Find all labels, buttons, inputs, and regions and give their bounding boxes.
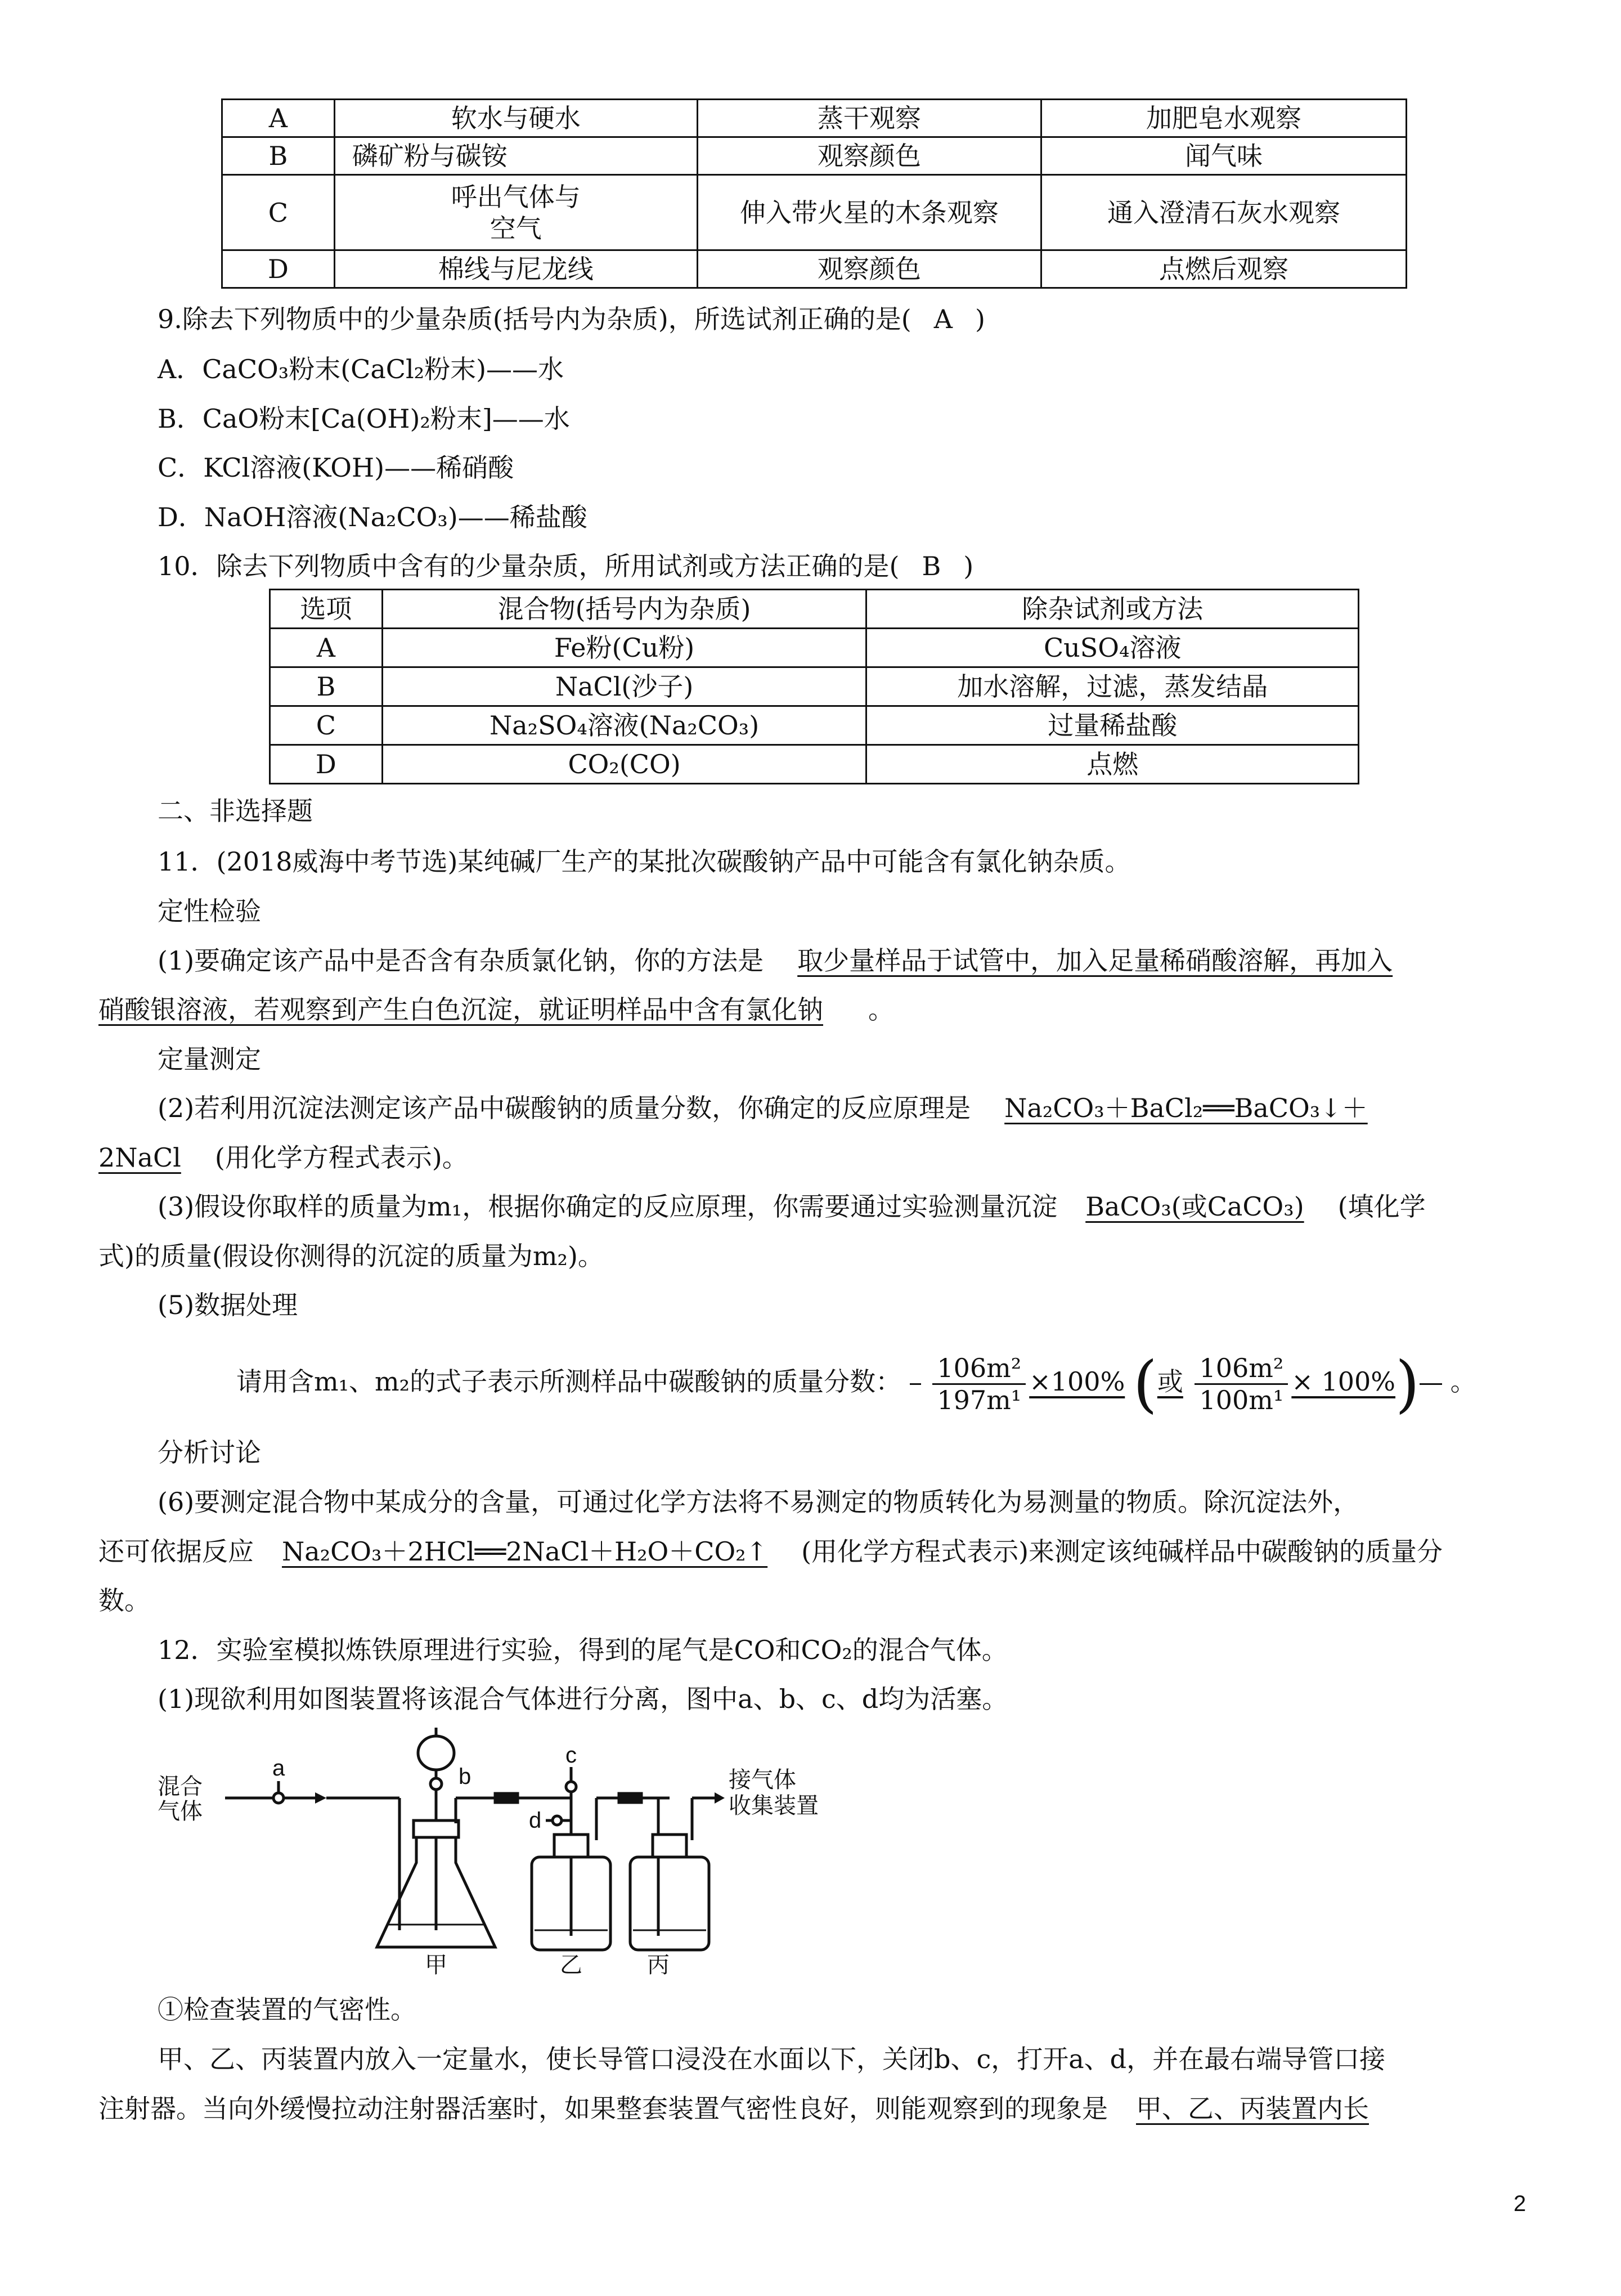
table-cell: B: [222, 137, 335, 175]
q12-stem: 12．实验室模拟炼铁原理进行实验，得到的尾气是CO和CO₂的混合气体。: [158, 1635, 1008, 1665]
table-cell: CO₂(CO): [382, 745, 866, 784]
table-cell: 加肥皂水观察: [1041, 100, 1406, 137]
q11-part6-line3: 数。: [98, 1585, 150, 1616]
table-row: [222, 100, 1407, 137]
q11-heading-analysis: 分析讨论: [158, 1437, 261, 1468]
q9-answer: A: [933, 304, 953, 334]
outlet-arrow: [715, 1792, 725, 1804]
q10-stem: 10．除去下列物质中含有的少量杂质，所用试剂或方法正确的是( B ): [158, 551, 974, 581]
table-cell: 蒸干观察: [697, 100, 1041, 137]
apparatus-bing-label: 丙: [647, 1953, 670, 1975]
table-cell: C: [222, 175, 335, 250]
q10-answer: B: [922, 551, 941, 581]
table-row: [222, 137, 1407, 175]
table-cell: NaCl(沙子): [382, 667, 866, 706]
outlet-label: 接气体 收集装置: [729, 1768, 819, 1818]
q11-part1-line2: 硝酸银溶液，若观察到产生白色沉淀，就证明样品中含有氯化钠 。: [98, 994, 894, 1025]
q11-part3-line2: 式)的质量(假设你测得的沉淀的质量为m₂)。: [98, 1241, 604, 1271]
table-cell: B: [270, 667, 383, 706]
table-cell: 点燃: [866, 745, 1359, 784]
q12-part1: (1)现欲利用如图装置将该混合气体进行分离，图中a、b、c、d均为活塞。: [158, 1684, 1008, 1714]
q11-part2-answer-cont: 2NaCl: [98, 1142, 181, 1173]
valve-a-label: a: [272, 1756, 285, 1781]
q11-heading-quantitative: 定量测定: [158, 1044, 261, 1074]
q11-part1-answer: 取少量样品于试管中，加入足量稀硝酸溶解，再加入: [797, 945, 1393, 976]
q11-part5-answer: $\frac{\text{106m²}}{\text{197m¹}}$ ×100% (或 $\frac{\text{106m²}}{\text{100m¹}}$ × 100%): [910, 1366, 1451, 1397]
table-cell: C: [270, 706, 383, 745]
valve-c-label: c: [565, 1743, 577, 1768]
fraction: $\frac{\text{106m²}}{\text{197m¹}}$: [932, 1353, 1026, 1415]
table-cell: Fe粉(Cu粉): [382, 629, 866, 667]
page-number: 2: [1514, 2191, 1526, 2216]
table-cell: A: [222, 100, 335, 137]
valve-c-icon: [566, 1782, 576, 1792]
table-row: [270, 629, 1359, 667]
q11-part6-line1: (6)要测定混合物中某成分的含量，可通过化学方法将不易测定的物质转化为易测量的物质。除沉淀法外，: [158, 1487, 1359, 1517]
table-row: [270, 667, 1359, 706]
table-cell: 软水与硬水: [334, 100, 697, 137]
comparison-table: [221, 98, 1407, 289]
valve-a-icon: [273, 1793, 284, 1803]
q11-heading-qualitative: 定性检验: [158, 896, 261, 926]
table-cell: CuSO₄溶液: [866, 629, 1359, 667]
apparatus-yi-label: 乙: [560, 1953, 582, 1975]
table-row: [222, 250, 1407, 288]
gas-separation-apparatus-diagram: [152, 1722, 726, 1975]
q11-part3-answer: BaCO₃(或CaCO₃): [1085, 1191, 1304, 1222]
q11-part5-formula: 请用含m₁、m₂的式子表示所测样品中碳酸钠的质量分数： $\frac{\text{106m²}}{\text{197m¹}}$ ×100% (或 $\frac{\text{106m²}}{\text{100m¹}}$ × 100%) 。: [236, 1348, 1476, 1420]
table-cell: D: [222, 250, 335, 288]
q12-step1-line3: 注射器。当向外缓慢拉动注射器活塞时，如果整套装置气密性良好，则能观察到的现象是 甲、乙、丙装置内长: [98, 2093, 1369, 2124]
q11-stem: 11．(2018威海中考节选)某纯碱厂生产的某批次碳酸钠产品中可能含有氯化钠杂质。: [158, 846, 1131, 877]
table-cell: 点燃后观察: [1041, 250, 1406, 288]
table-cell: Na₂SO₄溶液(Na₂CO₃): [382, 706, 866, 745]
q12-step1: ①检查装置的气密性。: [158, 1994, 416, 2025]
q11-part5-heading: (5)数据处理: [158, 1290, 298, 1320]
bottle-bing-icon: [630, 1857, 709, 1950]
impurity-removal-table: [269, 589, 1359, 784]
table-header-row: [270, 590, 1359, 629]
table-row: [270, 706, 1359, 745]
q11-part2-answer: Na₂CO₃＋BaCl₂══BaCO₃↓＋: [1004, 1093, 1368, 1123]
table-cell: A: [270, 629, 383, 667]
q11-part1-answer-cont: 硝酸银溶液，若观察到产生白色沉淀，就证明样品中含有氯化钠: [98, 994, 823, 1025]
apparatus-jia-label: 甲: [425, 1953, 447, 1975]
table-header-cell: 除杂试剂或方法: [866, 590, 1359, 629]
section-heading: 二、非选择题: [158, 796, 313, 826]
inlet-label: 气体: [158, 1799, 203, 1824]
q9-option-b: B．CaO粉末[Ca(OH)₂粉末]——水: [158, 403, 570, 434]
q11-part2-line1: (2)若利用沉淀法测定该产品中碳酸钠的质量分数，你确定的反应原理是 Na₂CO₃＋BaCl₂══BaCO₃↓＋: [158, 1093, 1368, 1123]
inlet-label: 混合: [158, 1774, 203, 1799]
table-cell: 过量稀盐酸: [866, 706, 1359, 745]
q11-part6-line2: 还可依据反应 Na₂CO₃＋2HCl══2NaCl＋H₂O＋CO₂↑ (用化学方程式表示)来测定该纯碱样品中碳酸钠的质量分: [98, 1536, 1443, 1567]
q9-option-d: D．NaOH溶液(Na₂CO₃)——稀盐酸: [158, 502, 587, 532]
table-cell: 观察颜色: [697, 137, 1041, 175]
table-cell: 通入澄清石灰水观察: [1041, 175, 1406, 250]
table-cell: 伸入带火星的木条观察: [697, 175, 1041, 250]
table-cell: 闻气味: [1041, 137, 1406, 175]
valve-d-icon: [553, 1816, 562, 1825]
table-cell: 呼出气体与 空气: [334, 175, 697, 250]
valve-b-icon: [430, 1778, 442, 1790]
q9-option-a: A．CaCO₃粉末(CaCl₂粉末)——水: [158, 354, 564, 384]
valve-b-label: b: [459, 1764, 472, 1789]
table-cell: 棉线与尼龙线: [334, 250, 697, 288]
q12-step1-answer: 甲、乙、丙装置内长: [1136, 2093, 1369, 2124]
q11-part3-line1: (3)假设你取样的质量为m₁，根据你确定的反应原理，你需要通过实验测量沉淀 BaCO₃(或CaCO₃) (填化学: [158, 1191, 1426, 1222]
table-cell: 磷矿粉与碳铵: [334, 137, 697, 175]
q11-part2-line2: 2NaCl (用化学方程式表示)。: [98, 1142, 468, 1173]
table-row: [222, 175, 1407, 250]
table-row: [270, 745, 1359, 784]
fraction: $\frac{\text{106m²}}{\text{100m¹}}$: [1195, 1353, 1288, 1415]
table-cell: 加水溶解，过滤，蒸发结晶: [866, 667, 1359, 706]
table-header-cell: 混合物(括号内为杂质): [382, 590, 866, 629]
table-header-cell: 选项: [270, 590, 383, 629]
valve-d-label: d: [529, 1808, 542, 1833]
q9-option-c: C．KCl溶液(KOH)——稀硝酸: [158, 452, 514, 483]
q11-part1-line1: (1)要确定该产品中是否含有杂质氯化钠，你的方法是 取少量样品于试管中，加入足量稀硝酸溶解，再加入: [158, 945, 1393, 976]
q9-stem: 9.除去下列物质中的少量杂质(括号内为杂质)，所选试剂正确的是( A ): [158, 304, 985, 334]
table-cell: 观察颜色: [697, 250, 1041, 288]
q11-part6-answer: Na₂CO₃＋2HCl══2NaCl＋H₂O＋CO₂↑: [282, 1536, 768, 1567]
q12-step1-line2: 甲、乙、丙装置内放入一定量水，使长导管口浸没在水面以下，关闭b、c，打开a、d，并在最右端导管口接: [158, 2044, 1386, 2074]
table-cell: D: [270, 745, 383, 784]
separatory-funnel-icon: [418, 1736, 454, 1770]
